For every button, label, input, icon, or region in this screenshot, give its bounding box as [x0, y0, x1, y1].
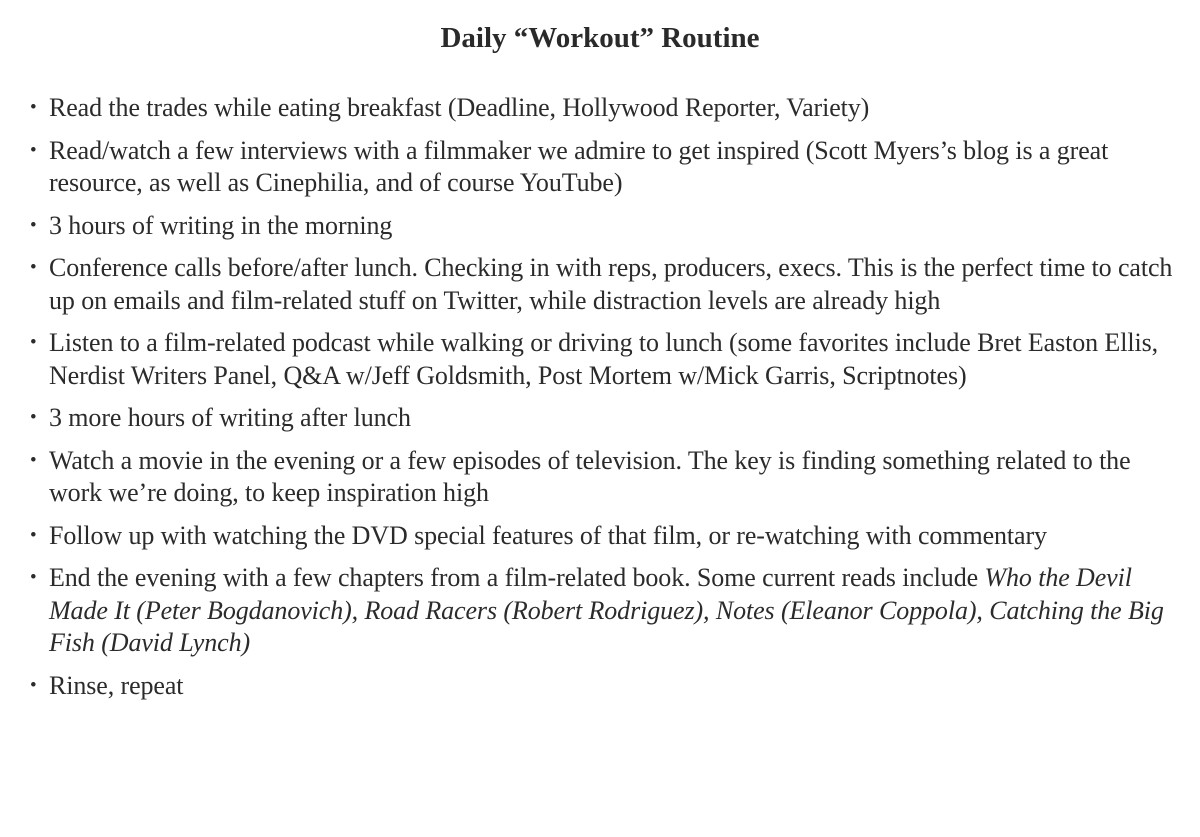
bullet-icon: •: [30, 257, 37, 278]
list-item: [0, 562, 1200, 660]
list-item: [0, 135, 1200, 200]
bullet-icon: •: [30, 332, 37, 353]
bullet-icon: •: [30, 407, 37, 428]
list-item-text: End the evening with a few chapters from a film-related book. Some current reads include: [49, 563, 985, 592]
list-item-text: Read/watch a few interviews with a filmmaker we admire to get inspired (Scott Myers’s blog is a great resource, as well as Cinephilia, and of course YouTube): [49, 135, 1109, 197]
list-item: [0, 670, 1200, 703]
list-item-text: Rinse, repeat: [49, 670, 184, 700]
bullet-icon: •: [30, 214, 37, 236]
list-item: [0, 92, 1200, 125]
bullet-icon: •: [30, 567, 37, 588]
list-item: [0, 210, 1200, 243]
page-title: Daily “Workout” Routine: [440, 22, 760, 54]
bullet-icon: •: [30, 97, 37, 118]
bullet-icon: •: [30, 139, 37, 161]
list-item-text: Watch a movie in the evening or a few episodes of television. The key is finding something related to the work we’re doing, to keep inspiration high: [49, 445, 1131, 507]
list-item: [0, 327, 1200, 392]
routine-list: [0, 92, 1200, 712]
bullet-icon: •: [30, 524, 37, 546]
list-item: [0, 252, 1200, 317]
list-item-text: 3 hours of writing in the morning: [49, 210, 393, 240]
list-item-text: Follow up with watching the DVD special features of that film, or re-watching with commentary: [49, 520, 1047, 550]
list-item-text: Listen to a film-related podcast while walking or driving to lunch (some favorites include Bret Easton Ellis, Nerdist Writers Panel, Q&A w/Jeff Goldsmith, Post Mortem w/Mick Garris, Scriptnotes): [49, 328, 1158, 390]
list-item-text: 3 more hours of writing after lunch: [49, 403, 411, 432]
list-item-text: Read the trades while eating breakfast (Deadline, Hollywood Reporter, Variety): [49, 93, 870, 122]
bullet-icon: •: [30, 449, 37, 471]
bullet-icon: •: [30, 674, 37, 696]
list-item-text: Conference calls before/after lunch. Checking in with reps, producers, execs. This is the perfect time to catch up on emails and film-related stuff on Twitter, while distraction levels are already high: [49, 253, 1173, 315]
list-item: [0, 445, 1200, 510]
book-list-italic: Who the Devil Made It (Peter Bogdanovich), Road Racers (Robert Rodriguez), Notes (Eleanor Coppola), Catching the Big Fish (David Lynch): [49, 563, 1164, 657]
list-item: [0, 402, 1200, 435]
list-item: [0, 520, 1200, 553]
